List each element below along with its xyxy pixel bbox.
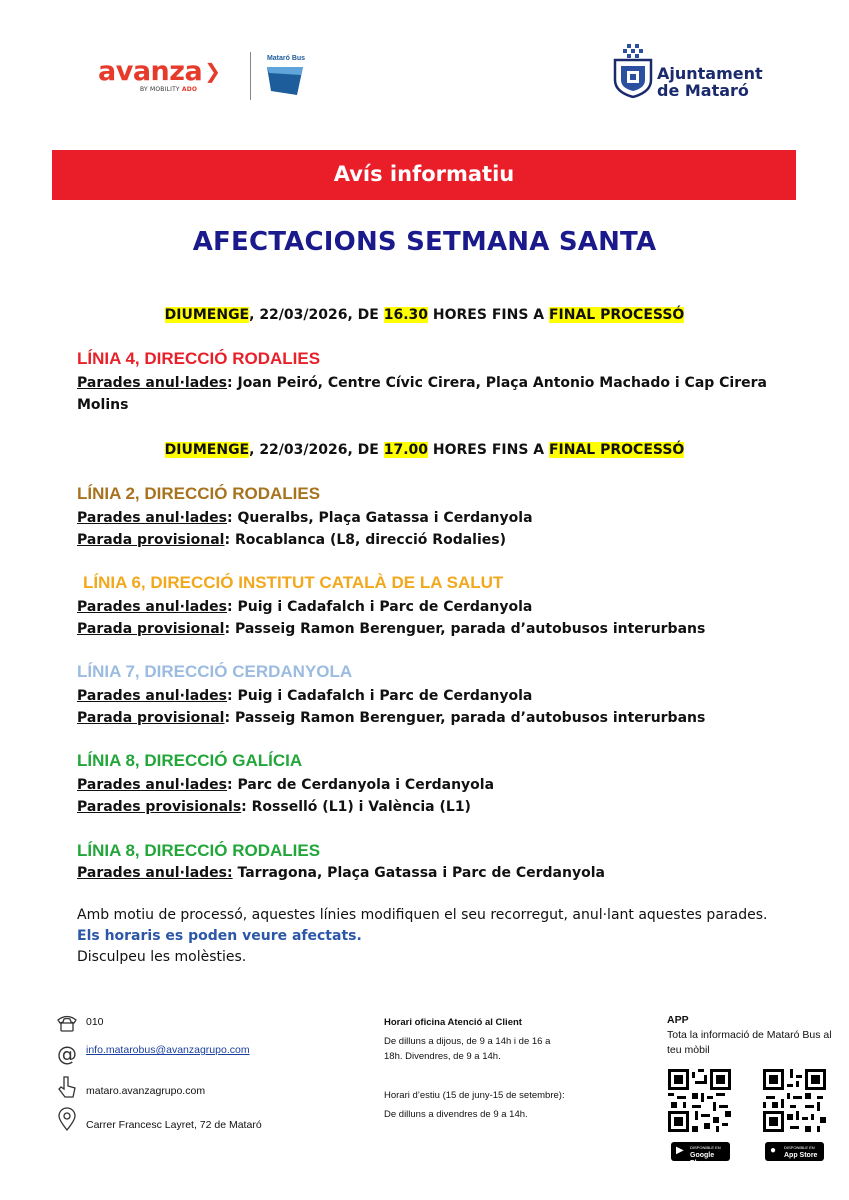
google-play-badge[interactable]: ▶ DISPONIBLE EN Google Play (671, 1142, 730, 1161)
summer-hours: De dilluns a divendres de 9 a 14h. (384, 1109, 528, 1120)
line-detail: Parades anul·lades: Parc de Cerdanyola i Cerdanyola Parades provisionals: Rosselló (L1) i València (L1) (77, 777, 495, 815)
location-pin-icon (54, 1106, 80, 1132)
line-detail: Parades anul·lades: Tarragona, Plaça Gatassa i Parc de Cerdanyola (77, 865, 605, 881)
line-title: LÍNIA 8, DIRECCIÓ RODALIES (77, 841, 321, 860)
line-title: LÍNIA 8, DIRECCIÓ GALÍCIA (77, 751, 303, 770)
line-title: LÍNIA 6, DIRECCIÓ INSTITUT CATALÀ DE LA SALUT (83, 573, 504, 592)
avanza-tagline: BY MOBILITY ADO (140, 86, 198, 93)
svg-text:@: @ (57, 1042, 77, 1066)
office-hours: De dilluns a dijous, de 9 a 14h i de 16 a 18h. Divendres, de 9 a 14h. (384, 1036, 551, 1062)
google-play-qr-code[interactable] (668, 1069, 731, 1132)
mataro-bus-logo (263, 51, 309, 99)
line-detail: Parades anul·lades: Queralbs, Plaça Gatassa i Cerdanyola Parada provisional: Rocablanca (L8, direcció Rodalies) (77, 510, 533, 548)
section-date: DIUMENGE, 22/03/2026, DE 16.30 HORES FINS A FINAL PROCESSÓ (164, 307, 685, 323)
footer-address: Carrer Francesc Layret, 72 de Mataró (86, 1119, 262, 1131)
avanza-wordmark: avanza (98, 56, 203, 87)
google-play-icon: ▶ (676, 1145, 684, 1156)
ajuntament-logo (611, 44, 763, 103)
footer-email-link[interactable]: info.matarobus@avanzagrupo.com (86, 1044, 250, 1056)
mataro-bus-label: Mataró Bus (266, 55, 306, 62)
apple-icon: ● (770, 1145, 777, 1156)
line-title: LÍNIA 2, DIRECCIÓ RODALIES (77, 484, 321, 503)
line-title: LÍNIA 4, DIRECCIÓ RODALIES (77, 349, 321, 368)
line-detail: Parades anul·lades: Joan Peiró, Centre Cívic Cirera, Plaça Antonio Machado i Cap Cirera Molins (77, 375, 767, 413)
ajuntament-shield-icon (611, 44, 655, 98)
avanza-arrow-icon: ❯ (204, 61, 221, 83)
office-hours-title: Horari oficina Atenció al Client (384, 1017, 522, 1028)
footer-website[interactable]: mataro.avanzagrupo.com (86, 1085, 206, 1097)
footer-phone: 010 (86, 1016, 104, 1028)
page-title: AFECTACIONS SETMANA SANTA (192, 227, 657, 257)
app-description: Tota la informació de Mataró Bus al teu mòbil (667, 1029, 832, 1056)
line-detail: Parades anul·lades: Puig i Cadafalch i Parc de Cerdanyola Parada provisional: Passeig Ramon Berenguer, parada d’autobusos interurbans (77, 599, 706, 637)
avanza-logo (98, 58, 221, 93)
pointer-hand-icon (54, 1074, 80, 1100)
closing-notes: Amb motiu de processó, aquestes línies modifiquen el seu recorregut, anul·lant aquestes parades. Els horaris es poden veure afectats. Disculpeu les molèsties. (77, 907, 768, 965)
banner-label: Avís informatiu (333, 162, 515, 186)
line-detail: Parades anul·lades: Puig i Cadafalch i Parc de Cerdanyola Parada provisional: Passeig Ramon Berenguer, parada d’autobusos interurbans (77, 688, 706, 726)
app-store-qr-code[interactable] (763, 1069, 826, 1132)
app-title: APP (667, 1014, 689, 1026)
section-date: DIUMENGE, 22/03/2026, DE 17.00 HORES FINS A FINAL PROCESSÓ (164, 442, 685, 458)
ajuntament-name: Ajuntament de Mataró (657, 64, 763, 100)
line-title: LÍNIA 7, DIRECCIÓ CERDANYOLA (77, 662, 353, 681)
logo-divider (250, 52, 251, 100)
summer-hours-title: Horari d’estiu (15 de juny-15 de setembre): (384, 1090, 565, 1101)
notice-banner (52, 150, 796, 200)
email-at-icon (54, 1041, 80, 1067)
phone-icon (54, 1010, 80, 1036)
app-store-badge[interactable]: ● DISPONIBLE EN App Store (765, 1142, 824, 1161)
